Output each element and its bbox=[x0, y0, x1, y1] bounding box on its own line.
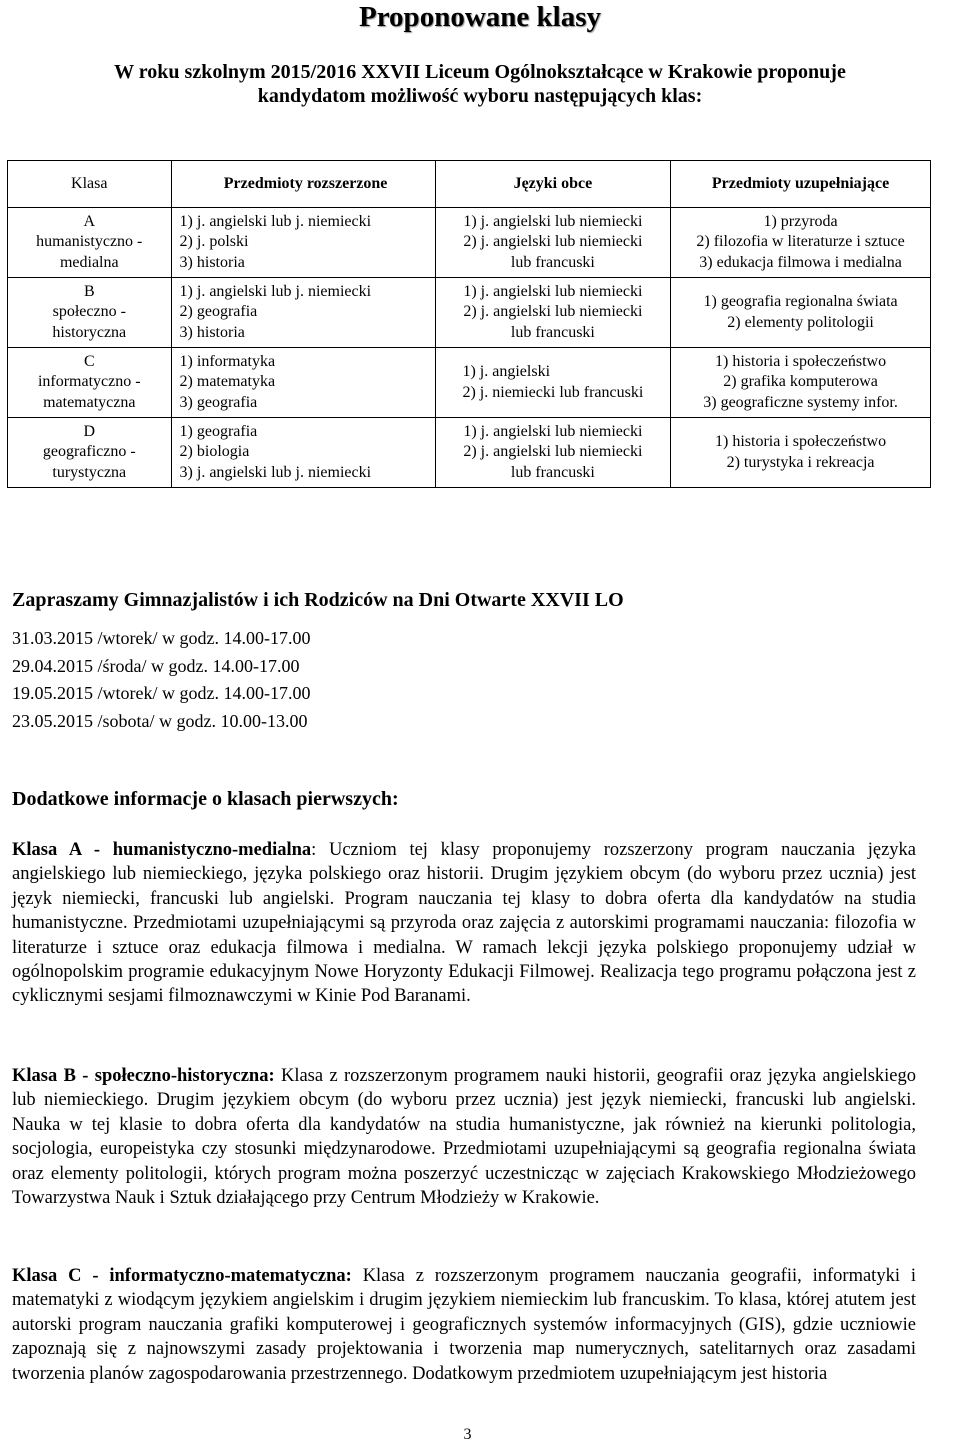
cell-uzupelniajace bbox=[671, 418, 931, 488]
cell-line: 2) biologia bbox=[179, 443, 250, 461]
paragraph-class-a bbox=[12, 838, 916, 1009]
cell-uzupelniajace bbox=[671, 208, 931, 278]
classes-table bbox=[7, 160, 931, 488]
cell-jezyki bbox=[435, 208, 670, 278]
header-jezyki: Języki obce bbox=[435, 161, 670, 208]
cell-klasa-lines bbox=[11, 352, 168, 414]
cell-line: B bbox=[83, 282, 95, 300]
paragraph-class-a-text: : Uczniom tej klasy proponujemy rozszerzony program nauczania języka angielskiego lub niemieckiego, języka polskiego oraz historii. Drugim językiem obcym (do wyboru przez ucznia) jest język niemiecki, francuski lub angielski. Program nauczania tej klasy to dobra oferta dla kandydatów na studia humanistyczne. Przedmiotami uzupełniającymi są przyroda oraz zajęcia z autorskimi programami nauczania: filozofia w literaturze i sztuce oraz edukacja filmowa i medialna. W ramach lekcji języka polskiego proponujemy udział w ogólnopolskim programie edukacyjnym Nowe Horyzonty Edukacji Filmowej. Realizacja tego programu połączona jest z cyklicznymi sesjami filmoznawczymi w Kinie Pod Baranami. bbox=[12, 840, 916, 1007]
cell-line: lub francuski bbox=[510, 323, 595, 341]
cell-klasa bbox=[8, 208, 172, 278]
date-item: 23.05.2015 /sobota/ w godz. 10.00-13.00 bbox=[12, 710, 308, 731]
cell-klasa bbox=[8, 348, 172, 418]
cell-line: 1) j. angielski lub niemiecki bbox=[463, 422, 643, 440]
cell-line: historyczna bbox=[52, 323, 127, 341]
date-item: 29.04.2015 /środa/ w godz. 14.00-17.00 bbox=[12, 655, 300, 676]
table-header-row bbox=[8, 161, 931, 208]
cell-line: społeczno - bbox=[52, 303, 126, 321]
extra-info-title: Dodatkowe informacje o klasach pierwszych: bbox=[12, 788, 399, 810]
paragraph-class-c bbox=[12, 1264, 916, 1386]
cell-rozszerzone-lines bbox=[180, 422, 432, 484]
cell-line: lub francuski bbox=[510, 253, 595, 271]
cell-uzupelniajace-lines bbox=[674, 212, 927, 274]
cell-jezyki bbox=[435, 418, 670, 488]
cell-line: informatyczno - bbox=[37, 373, 141, 391]
cell-rozszerzone bbox=[171, 278, 435, 348]
date-item: 19.05.2015 /wtorek/ w godz. 14.00-17.00 bbox=[12, 683, 311, 703]
intro-text: W roku szkolnym 2015/2016 XXVII Liceum Ogólnokształcące w Krakowie proponuje kandydatom możliwość wyboru następujących klas: bbox=[114, 61, 846, 107]
cell-uzupelniajace bbox=[671, 278, 931, 348]
cell-uzupelniajace-lines bbox=[674, 292, 927, 333]
cell-uzupelniajace-lines bbox=[674, 432, 927, 473]
cell-line: 1) j. angielski lub j. niemiecki bbox=[179, 282, 372, 300]
cell-line: 1) j. angielski bbox=[462, 363, 551, 380]
cell-line: 2) j. polski bbox=[179, 233, 249, 251]
cell-line: 2) turystyka i rekreacja bbox=[726, 453, 875, 471]
cell-klasa bbox=[8, 418, 172, 488]
cell-line: 2) filozofia w literaturze i sztuce bbox=[696, 233, 905, 251]
header-rozszerzone: Przedmioty rozszerzone bbox=[171, 161, 435, 208]
paragraph-class-a-label: Klasa A - humanistyczno-medialna bbox=[12, 840, 312, 860]
table-row bbox=[8, 418, 931, 488]
cell-rozszerzone-lines bbox=[180, 212, 432, 274]
cell-jezyki-lines bbox=[463, 212, 642, 274]
cell-uzupelniajace-lines bbox=[674, 352, 927, 414]
cell-line: 2) j. angielski lub niemiecki bbox=[463, 233, 643, 251]
cell-line: 3) j. angielski lub j. niemiecki bbox=[179, 463, 372, 481]
cell-rozszerzone bbox=[171, 418, 435, 488]
open-days-dates bbox=[12, 625, 310, 735]
paragraph-class-c-text: Klasa z rozszerzonym programem nauczania geografii, informatyki i matematyki z wiodącym językiem angielskim i drugim językiem niemieckim lub francuskim. To klasa, której atutem jest autorski program nauczania grafiki komputerowej i geograficznych systemów informacyjnych (GIS), gdzie uczniowie zapoznają się z najnowszymi zasady projektowania i tworzenia map numerycznych, satelitarnych oraz zasadami tworzenia planów zagospodarowania przestrzennego. Dodatkowym przedmiotem uzupełniającym jest historia bbox=[12, 1266, 916, 1384]
cell-line: geograficzno - bbox=[42, 443, 136, 461]
cell-line: 1) przyroda bbox=[763, 212, 838, 230]
open-days-invite: Zapraszamy Gimnazjalistów i ich Rodziców na Dni Otwarte XXVII LO bbox=[12, 589, 624, 611]
cell-line: 2) elementy politologii bbox=[727, 313, 874, 331]
header-klasa: Klasa bbox=[8, 161, 172, 208]
cell-klasa bbox=[8, 278, 172, 348]
cell-rozszerzone-lines bbox=[180, 352, 432, 414]
cell-jezyki-lines bbox=[463, 422, 642, 484]
cell-jezyki-lines bbox=[463, 282, 642, 344]
cell-line: matematyczna bbox=[43, 393, 136, 411]
cell-rozszerzone-lines bbox=[180, 282, 432, 344]
cell-uzupelniajace bbox=[671, 348, 931, 418]
page-title: Proponowane klasy bbox=[359, 1, 601, 33]
cell-jezyki bbox=[435, 348, 670, 418]
cell-line: 3) historia bbox=[179, 323, 245, 341]
cell-rozszerzone bbox=[171, 208, 435, 278]
cell-line: 1) j. angielski lub niemiecki bbox=[463, 282, 643, 300]
cell-line: 1) historia i społeczeństwo bbox=[715, 352, 887, 370]
cell-line: 2) grafika komputerowa bbox=[723, 373, 878, 391]
table-row bbox=[8, 208, 931, 278]
paragraph-class-c-label: Klasa C - informatyczno-matematyczna: bbox=[12, 1266, 352, 1286]
date-item: 31.03.2015 /wtorek/ w godz. 14.00-17.00 bbox=[12, 628, 311, 648]
cell-line: 3) geograficzne systemy infor. bbox=[703, 393, 898, 411]
header-uzupelniajace: Przedmioty uzupełniające bbox=[671, 161, 931, 208]
cell-line: D bbox=[83, 422, 96, 440]
cell-line: 3) edukacja filmowa i medialna bbox=[699, 253, 902, 271]
cell-line: 2) j. niemiecki lub francuski bbox=[462, 383, 644, 401]
page-number: 3 bbox=[463, 1426, 472, 1443]
cell-line: 3) historia bbox=[179, 253, 245, 271]
cell-klasa-lines bbox=[11, 212, 168, 274]
cell-jezyki bbox=[435, 278, 670, 348]
cell-line: 2) j. angielski lub niemiecki bbox=[463, 443, 643, 461]
table-row bbox=[8, 348, 931, 418]
cell-line: 1) historia i społeczeństwo bbox=[715, 433, 887, 450]
table-row bbox=[8, 278, 931, 348]
cell-line: A bbox=[83, 212, 96, 230]
cell-line: 1) informatyka bbox=[179, 352, 276, 370]
cell-line: 1) j. angielski lub j. niemiecki bbox=[179, 212, 372, 230]
cell-klasa-lines bbox=[11, 282, 168, 344]
cell-rozszerzone bbox=[171, 348, 435, 418]
cell-klasa-lines bbox=[11, 422, 168, 484]
cell-line: 2) j. angielski lub niemiecki bbox=[463, 303, 643, 321]
cell-line: 1) geografia bbox=[179, 422, 258, 440]
cell-line: humanistyczno - bbox=[36, 233, 143, 251]
cell-line: 1) geografia regionalna świata bbox=[703, 293, 898, 310]
cell-line: lub francuski bbox=[510, 463, 595, 481]
cell-line: medialna bbox=[59, 253, 119, 271]
paragraph-class-b-text: Klasa z rozszerzonym programem nauki historii, geografii oraz języka angielskiego lub niemieckiego. Drugim językiem obcym (do wyboru przez ucznia) jest język niemiecki, francuski lub angielski. Nauka w tej klasie to dobra oferta dla kandydatów na studia humanistyczne, jak również na kierunki politologia, socjologia, europeistyka czy stosunki międzynarodowe. Przedmiotami uzupełniającymi są geografia regionalna świata oraz elementy politologii, których program można poszerzyć uczestnicząc w zajęciach Krakowskiego Młodzieżowego Towarzystwa Nauk i Sztuk działającego przy Centrum Młodzieży w Krakowie. bbox=[12, 1066, 917, 1209]
cell-line: 2) matematyka bbox=[179, 373, 276, 391]
cell-line: 1) j. angielski lub niemiecki bbox=[463, 212, 643, 230]
cell-line: C bbox=[83, 352, 95, 370]
paragraph-class-b-label: Klasa B - społeczno-historyczna: bbox=[12, 1066, 275, 1086]
cell-jezyki-lines bbox=[462, 362, 643, 403]
cell-line: 2) geografia bbox=[179, 303, 258, 321]
cell-line: turystyczna bbox=[52, 463, 127, 481]
cell-line: 3) geografia bbox=[179, 393, 258, 411]
paragraph-class-b bbox=[12, 1064, 916, 1210]
